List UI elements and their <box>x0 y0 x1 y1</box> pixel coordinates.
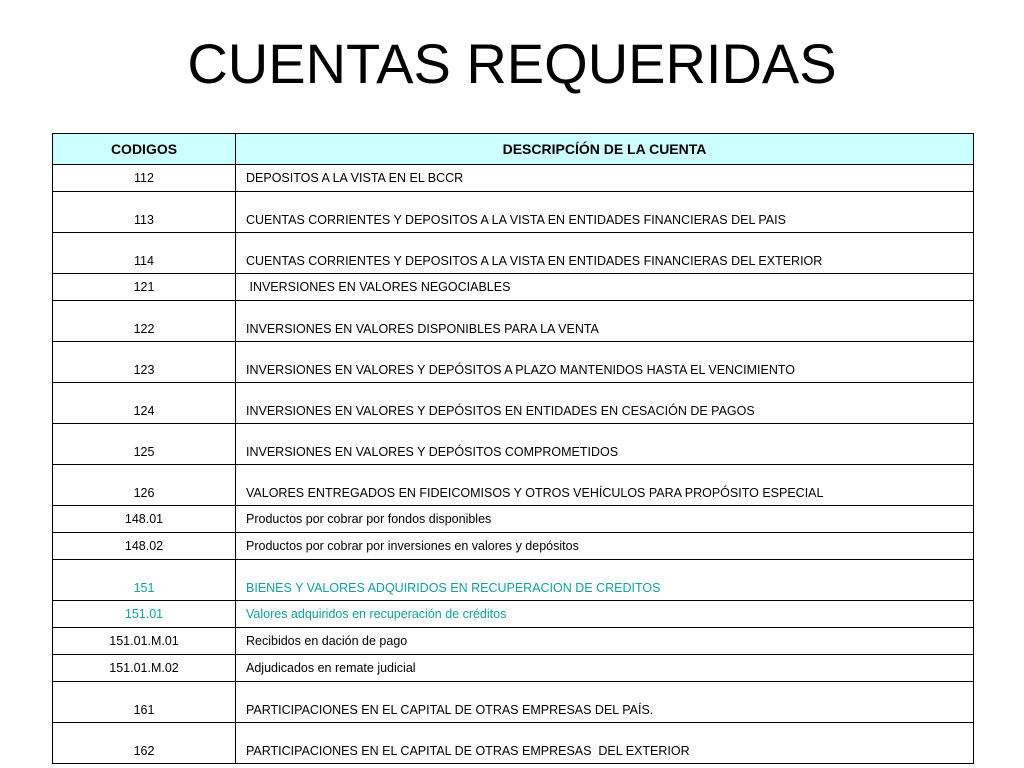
account-description-cell: INVERSIONES EN VALORES DISPONIBLES PARA LA VENTA <box>236 301 974 342</box>
account-description-cell: PARTICIPACIONES EN EL CAPITAL DE OTRAS EMPRESAS DEL PAÍS. <box>236 682 974 723</box>
table-row <box>53 682 974 723</box>
accounts-table <box>52 133 974 764</box>
account-description-cell: INVERSIONES EN VALORES NEGOCIABLES <box>236 274 974 301</box>
table-row <box>53 723 974 764</box>
table-row <box>53 342 974 383</box>
account-description-cell: Recibidos en dación de pago <box>236 628 974 655</box>
account-description-cell: Valores adquiridos en recuperación de créditos <box>236 601 974 628</box>
account-description-cell: PARTICIPACIONES EN EL CAPITAL DE OTRAS EMPRESAS DEL EXTERIOR <box>236 723 974 764</box>
account-description-cell: INVERSIONES EN VALORES Y DEPÓSITOS A PLAZO MANTENIDOS HASTA EL VENCIMIENTO <box>236 342 974 383</box>
account-description-cell: Productos por cobrar por fondos disponibles <box>236 506 974 533</box>
table-row <box>53 233 974 274</box>
column-header-description: DESCRIPCÍÓN DE LA CUENTA <box>236 134 974 165</box>
account-description-cell: BIENES Y VALORES ADQUIRIDOS EN RECUPERACION DE CREDITOS <box>236 560 974 601</box>
account-description-cell: Adjudicados en remate judicial <box>236 655 974 682</box>
table-row <box>53 465 974 506</box>
table-row <box>53 601 974 628</box>
account-code-cell: 161 <box>53 682 236 723</box>
account-code-cell: 122 <box>53 301 236 342</box>
column-header-codes: CODIGOS <box>53 134 236 165</box>
table-row <box>53 560 974 601</box>
account-code-cell: 126 <box>53 465 236 506</box>
account-code-cell: 151.01 <box>53 601 236 628</box>
account-code-cell: 124 <box>53 383 236 424</box>
account-description-cell: DEPOSITOS A LA VISTA EN EL BCCR <box>236 165 974 192</box>
account-description-cell: CUENTAS CORRIENTES Y DEPOSITOS A LA VISTA EN ENTIDADES FINANCIERAS DEL EXTERIOR <box>236 233 974 274</box>
account-description-cell: CUENTAS CORRIENTES Y DEPOSITOS A LA VISTA EN ENTIDADES FINANCIERAS DEL PAIS <box>236 192 974 233</box>
account-code-cell: 151.01.M.02 <box>53 655 236 682</box>
account-code-cell: 162 <box>53 723 236 764</box>
account-description-cell: VALORES ENTREGADOS EN FIDEICOMISOS Y OTROS VEHÍCULOS PARA PROPÓSITO ESPECIAL <box>236 465 974 506</box>
table-row <box>53 165 974 192</box>
table-row <box>53 192 974 233</box>
table-body <box>53 165 974 764</box>
table-row <box>53 383 974 424</box>
account-code-cell: 151.01.M.01 <box>53 628 236 655</box>
table-row <box>53 655 974 682</box>
table-row <box>53 628 974 655</box>
table-row <box>53 274 974 301</box>
account-description-cell: Productos por cobrar por inversiones en valores y depósitos <box>236 533 974 560</box>
table-row <box>53 301 974 342</box>
account-code-cell: 114 <box>53 233 236 274</box>
account-description-cell: INVERSIONES EN VALORES Y DEPÓSITOS COMPROMETIDOS <box>236 424 974 465</box>
account-code-cell: 123 <box>53 342 236 383</box>
table-row <box>53 533 974 560</box>
page-title: CUENTAS REQUERIDAS <box>187 32 837 95</box>
account-code-cell: 125 <box>53 424 236 465</box>
account-code-cell: 148.02 <box>53 533 236 560</box>
account-code-cell: 121 <box>53 274 236 301</box>
account-description-cell: INVERSIONES EN VALORES Y DEPÓSITOS EN ENTIDADES EN CESACIÓN DE PAGOS <box>236 383 974 424</box>
table-row <box>53 424 974 465</box>
account-code-cell: 112 <box>53 165 236 192</box>
account-code-cell: 113 <box>53 192 236 233</box>
account-code-cell: 151 <box>53 560 236 601</box>
table-header-row <box>53 134 974 165</box>
table-row <box>53 506 974 533</box>
account-code-cell: 148.01 <box>53 506 236 533</box>
